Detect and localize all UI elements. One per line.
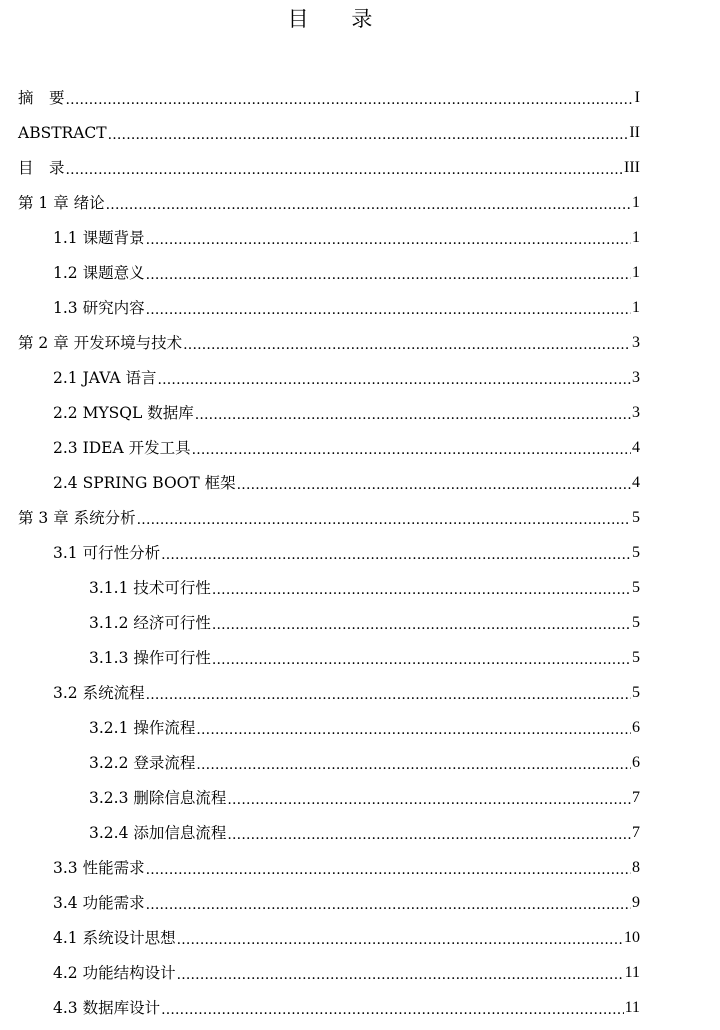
toc-leader-dots	[161, 997, 624, 1019]
toc-entry-label: 3.4 功能需求	[53, 894, 145, 912]
toc-leader-dots	[146, 227, 631, 249]
toc-entry-page: 1	[632, 229, 640, 246]
toc-entry-page: 5	[632, 684, 640, 701]
toc-leader-dots	[183, 332, 631, 354]
toc-entry-label: 1.1 课题背景	[53, 229, 145, 247]
toc-entry-page: 5	[632, 579, 640, 596]
toc-entry[interactable]	[53, 472, 640, 494]
toc-leader-dots	[157, 367, 631, 389]
toc-leader-dots	[137, 507, 631, 529]
toc-entry-page: 7	[632, 824, 640, 841]
toc-entry[interactable]	[53, 367, 640, 389]
toc-entry-page: II	[629, 124, 640, 141]
toc-entry[interactable]	[53, 437, 640, 459]
toc-entry[interactable]	[18, 332, 640, 354]
toc-leader-dots	[212, 647, 631, 669]
toc-leader-dots	[161, 542, 631, 564]
toc-leader-dots	[237, 472, 631, 494]
toc-entry-page: 5	[632, 544, 640, 561]
toc-leader-dots	[146, 262, 631, 284]
toc-entry-page: 3	[632, 369, 640, 386]
toc-entry[interactable]	[53, 997, 640, 1019]
toc-entry-label: 3.1.1 技术可行性	[89, 579, 211, 597]
toc-leader-dots	[212, 612, 631, 634]
toc-entry[interactable]	[89, 822, 640, 844]
toc-entry[interactable]	[53, 402, 640, 424]
toc-entry-page: 3	[632, 334, 640, 351]
toc-leader-dots	[66, 87, 634, 109]
toc-entry-label: 1.3 研究内容	[53, 299, 145, 317]
toc-leader-dots	[106, 192, 631, 214]
toc-leader-dots	[146, 682, 631, 704]
toc-entry-page: I	[634, 89, 640, 106]
toc-entry[interactable]	[53, 682, 640, 704]
toc-entry-page: 9	[632, 894, 640, 911]
toc-leader-dots	[177, 927, 623, 949]
toc-leader-dots	[146, 857, 631, 879]
toc-entry-page: 7	[632, 789, 640, 806]
toc-entry-label: 3.2.4 添加信息流程	[89, 824, 227, 842]
toc-entry[interactable]	[18, 87, 640, 109]
toc-leader-dots	[146, 892, 631, 914]
toc-entry-label: 2.3 IDEA 开发工具	[53, 439, 191, 457]
toc-entry[interactable]	[89, 717, 640, 739]
toc-entry[interactable]	[89, 612, 640, 634]
toc-leader-dots	[196, 752, 631, 774]
toc-entry[interactable]	[53, 927, 640, 949]
toc-entry-label: 3.1.3 操作可行性	[89, 649, 211, 667]
toc-entry[interactable]	[89, 577, 640, 599]
toc-entry-page: III	[624, 159, 640, 176]
toc-entry-page: 3	[632, 404, 640, 421]
toc-entry[interactable]	[18, 192, 640, 214]
toc-entry[interactable]	[53, 297, 640, 319]
toc-leader-dots	[177, 962, 624, 984]
toc-entry-page: 4	[632, 474, 640, 491]
toc-entry-label: 3.3 性能需求	[53, 859, 145, 877]
toc-entry-label: 3.2.1 操作流程	[89, 719, 196, 737]
toc-entry[interactable]	[89, 647, 640, 669]
toc-entry-label: 第 1 章 绪论	[18, 194, 105, 212]
toc-entry-page: 1	[632, 299, 640, 316]
toc-entry-page: 5	[632, 614, 640, 631]
toc-leader-dots	[195, 402, 631, 424]
toc-entry-label: 第 3 章 系统分析	[18, 509, 136, 527]
toc-entry-page: 10	[624, 929, 640, 946]
toc-entry[interactable]	[53, 262, 640, 284]
toc-entry-page: 5	[632, 509, 640, 526]
toc-entry-page: 11	[624, 964, 640, 981]
toc-entry-label: 摘 要	[18, 89, 65, 107]
toc-entry-label: 4.1 系统设计思想	[53, 929, 176, 947]
toc-entry[interactable]	[18, 507, 640, 529]
toc-entry-page: 6	[632, 719, 640, 736]
toc-entry-label: 3.2.3 删除信息流程	[89, 789, 227, 807]
toc-entry-label: 3.2.2 登录流程	[89, 754, 196, 772]
toc-entry[interactable]	[53, 542, 640, 564]
toc-leader-dots	[66, 157, 624, 179]
toc-entry-page: 5	[632, 649, 640, 666]
toc-entry[interactable]	[18, 157, 640, 179]
toc-entry[interactable]	[53, 962, 640, 984]
page-title: 目 录	[287, 7, 391, 31]
toc-entry-label: 1.2 课题意义	[53, 264, 145, 282]
toc-entry-label: 2.4 SPRING BOOT 框架	[53, 474, 236, 492]
toc-leader-dots	[146, 297, 631, 319]
toc-entry[interactable]	[89, 787, 640, 809]
toc-entry-label: ABSTRACT	[18, 124, 107, 142]
toc-entry[interactable]	[18, 122, 640, 144]
toc-leader-dots	[196, 717, 631, 739]
toc-entry[interactable]	[53, 227, 640, 249]
toc-entry-label: 第 2 章 开发环境与技术	[18, 334, 183, 352]
toc-entry[interactable]	[89, 752, 640, 774]
toc-entry-page: 4	[632, 439, 640, 456]
toc-entry-page: 1	[632, 264, 640, 281]
toc-entry-label: 2.1 JAVA 语言	[53, 369, 157, 387]
toc-entry-label: 3.2 系统流程	[53, 684, 145, 702]
toc-leader-dots	[192, 437, 631, 459]
toc-entry-label: 3.1.2 经济可行性	[89, 614, 211, 632]
toc-leader-dots	[108, 122, 629, 144]
toc-entry-page: 6	[632, 754, 640, 771]
toc-entry-label: 4.2 功能结构设计	[53, 964, 176, 982]
toc-entry-page: 8	[632, 859, 640, 876]
toc-leader-dots	[227, 787, 631, 809]
toc-entry-label: 2.2 MYSQL 数据库	[53, 404, 194, 422]
toc-entry[interactable]	[53, 857, 640, 879]
toc-entry-page: 1	[632, 194, 640, 211]
toc-entry-page: 11	[624, 999, 640, 1016]
toc-entry-label: 目 录	[18, 159, 65, 177]
toc-leader-dots	[227, 822, 631, 844]
toc-entry-label: 4.3 数据库设计	[53, 999, 161, 1017]
toc-leader-dots	[212, 577, 631, 599]
toc-entry-label: 3.1 可行性分析	[53, 544, 161, 562]
toc-entry[interactable]	[53, 892, 640, 914]
